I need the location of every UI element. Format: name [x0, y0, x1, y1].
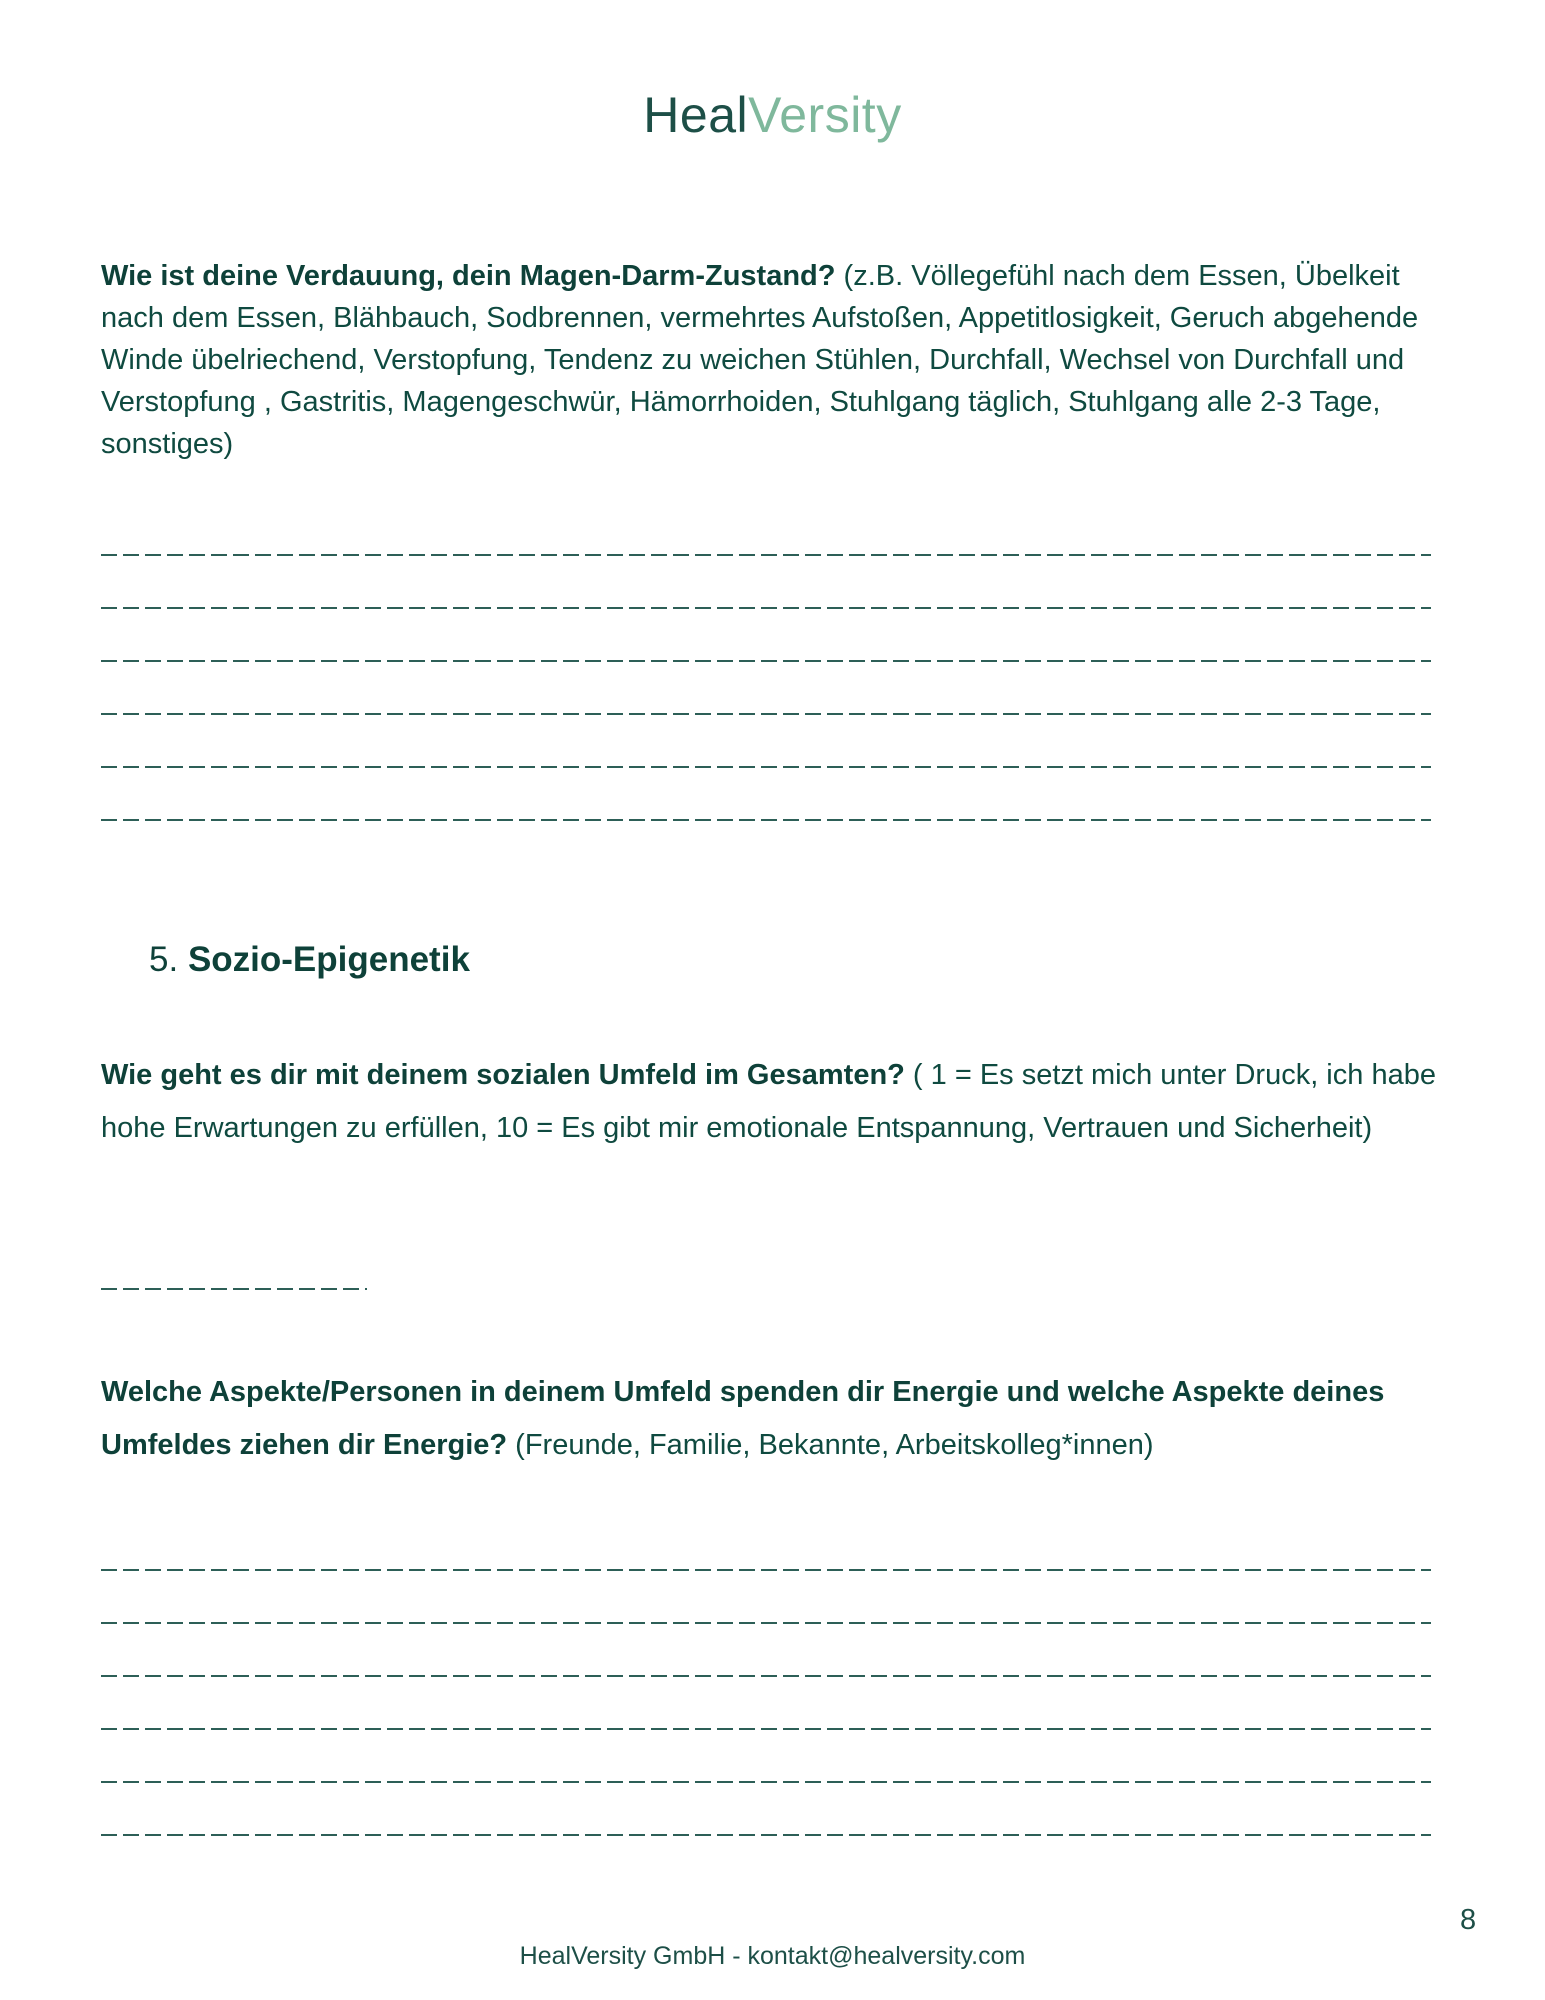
logo-part-versity: Versity: [748, 87, 902, 143]
logo-part-heal: Heal: [643, 87, 749, 143]
page-number: 8: [1460, 1904, 1477, 1936]
answer-lines-digestion[interactable]: [101, 517, 1431, 835]
question-social-environment: [101, 1049, 1441, 1155]
answer-line[interactable]: [101, 676, 1431, 729]
answer-line[interactable]: [101, 570, 1431, 623]
question-energy-aspects: [101, 1366, 1441, 1472]
answer-line[interactable]: [101, 517, 1431, 570]
answer-line[interactable]: [101, 1691, 1431, 1744]
footer-contact: HealVersity GmbH - kontakt@healversity.com: [519, 1942, 1026, 1970]
answer-line[interactable]: [101, 1797, 1431, 1850]
answer-line[interactable]: [101, 623, 1431, 676]
question-social-title: Wie geht es dir mit deinem sozialen Umfeld im Gesamten?: [101, 1059, 905, 1091]
section-heading: [149, 940, 470, 980]
answer-lines-energy[interactable]: [101, 1532, 1431, 1850]
answer-line[interactable]: [101, 782, 1431, 835]
question-energy-examples: (Freunde, Familie, Bekannte, Arbeitskolleg*innen): [507, 1429, 1154, 1461]
section-title: Sozio-Epigenetik: [187, 940, 470, 979]
brand-logo: [0, 87, 1545, 143]
answer-line[interactable]: [101, 1744, 1431, 1797]
question-energy-title: Welche Aspekte/Personen in deinem Umfeld spenden dir Energie und welche Aspekte deines Umfeldes ziehen dir Energie?: [101, 1376, 1385, 1461]
answer-line[interactable]: [101, 1585, 1431, 1638]
question-digestion-title: Wie ist deine Verdauung, dein Magen-Darm-Zustand?: [101, 260, 836, 292]
question-social-scale: ( 1 = Es setzt mich unter Druck, ich habe hohe Erwartungen zu erfüllen, 10 = Es gibt mir emotionale Entspannung, Vertrauen und Sicherheit): [101, 1059, 1436, 1144]
question-digestion: [101, 255, 1441, 465]
section-number: 5.: [149, 940, 179, 979]
answer-line[interactable]: [101, 1532, 1431, 1585]
answer-line[interactable]: [101, 729, 1431, 782]
answer-line[interactable]: [101, 1638, 1431, 1691]
question-digestion-examples: (z.B. Völlegefühl nach dem Essen, Übelkeit nach dem Essen, Blähbauch, Sodbrennen, vermehrtes Aufstoßen, Appetitlosigkeit, Geruch abgehende Winde übelriechend, Verstopfung, Tendenz zu weichen Stühlen, Durchfall, Wechsel von Durchfall und Verstopfung , Gastritis, Magengeschwür, Hämorrhoiden, Stuhlgang täglich, Stuhlgang alle 2-3 Tage, sonstiges): [101, 260, 1419, 460]
rating-answer-line[interactable]: [101, 1288, 367, 1290]
